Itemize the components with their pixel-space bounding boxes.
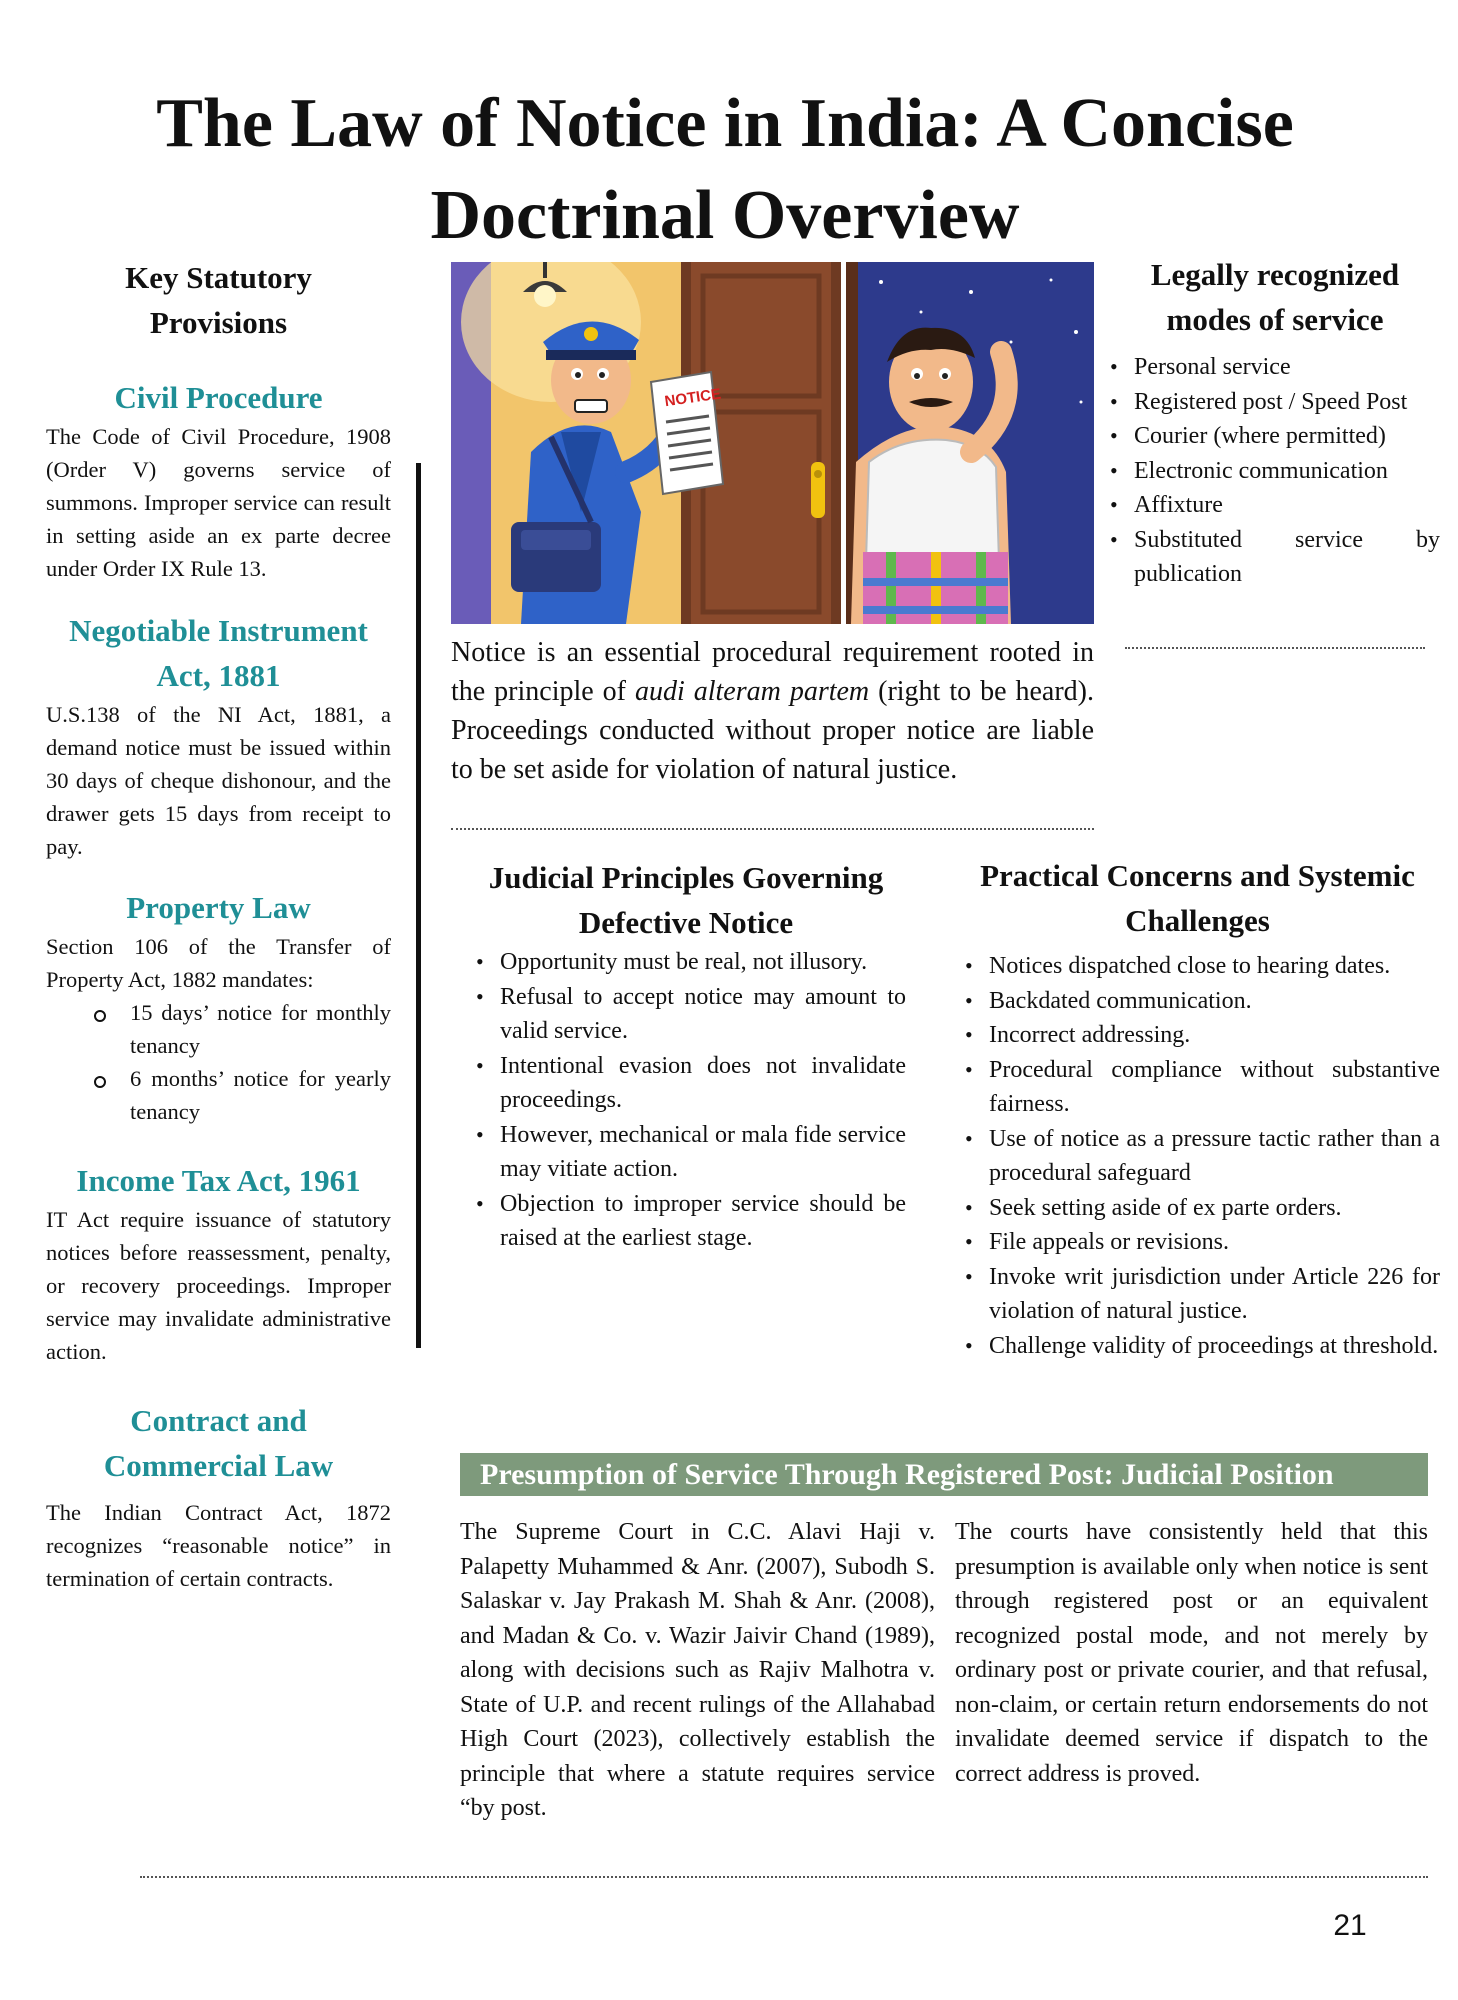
list-item: • Intentional evasion does not invalidate proceedings. bbox=[476, 1049, 906, 1118]
modes-of-service-list bbox=[1110, 350, 1440, 592]
ni-act-heading: Negotiable Instrument Act, 1881 bbox=[69, 613, 368, 693]
property-law-heading: Property Law bbox=[126, 890, 311, 925]
list-item: • Invoke writ jurisdiction under Article 226 for violation of natural justice. bbox=[965, 1260, 1440, 1329]
list-item: • Backdated communication. bbox=[965, 984, 1440, 1019]
presumption-column-2: The courts have consistently held that this presumption is available only when notice is sent through registered post or an equivalent recognized postal mode, and not merely by ordinary post or private courier, and that refusal, non-claim, or certain return endorsements do not invalidate deemed service if dispatch to the correct address is proved. bbox=[955, 1519, 1428, 1787]
list-item: • Notices dispatched close to hearing dates. bbox=[965, 949, 1440, 984]
notice-label: NOTICE bbox=[663, 385, 723, 411]
illustration-svg bbox=[451, 262, 1094, 624]
property-law-section bbox=[46, 885, 391, 1128]
intro-paragraph bbox=[451, 633, 1094, 789]
vertical-divider bbox=[416, 463, 421, 1348]
civil-procedure-heading: Civil Procedure bbox=[114, 380, 323, 415]
list-item: 15 days’ notice for monthly tenancy bbox=[88, 996, 391, 1062]
presumption-banner-text: Presumption of Service Through Registered Post: Judicial Position bbox=[480, 1458, 1334, 1491]
list-item: • Objection to improper service should be raised at the earliest stage. bbox=[476, 1187, 906, 1256]
income-tax-text: IT Act require issuance of statutory notices before reassessment, penalty, or recovery proceedings. Improper service may invalidate administrative action. bbox=[46, 1207, 391, 1364]
postman-notice-illustration bbox=[451, 262, 1094, 624]
civil-procedure-section bbox=[46, 375, 391, 585]
list-item: • Use of notice as a pressure tactic rather than a procedural safeguard bbox=[965, 1122, 1440, 1191]
intro-text-end: (right to be heard). Proceedings conducted without proper notice are liable to be set aside for violation of natural justice. bbox=[451, 676, 1094, 785]
list-item: • However, mechanical or mala fide service may vitiate action. bbox=[476, 1118, 906, 1187]
income-tax-section bbox=[46, 1158, 391, 1368]
contract-law-heading: Contract and Commercial Law bbox=[103, 1403, 334, 1483]
list-item: • Challenge validity of proceedings at threshold. bbox=[965, 1329, 1440, 1364]
modes-of-service-section bbox=[1110, 252, 1440, 592]
judicial-principles-section bbox=[466, 855, 906, 1256]
intro-divider bbox=[451, 828, 1094, 830]
modes-of-service-heading: Legally recognized modes of service bbox=[1150, 257, 1400, 337]
presumption-column-1: The Supreme Court in C.C. Alavi Haji v. Palapetty Muhammed & Anr. (2007), Subodh S. Salaskar v. Jay Prakash M. Shah & Anr. (2008), and Madan & Co. v. Wazir Jaivir Chand (1989), along with decisions such as Rajiv Malhotra v. State of U.P. and recent rulings of the Allahabad High Court (2023), collectively establish the principle that where a statute requires service “by post. bbox=[460, 1519, 935, 1821]
list-item: • Seek setting aside of ex parte orders. bbox=[965, 1191, 1440, 1226]
civil-procedure-text: The Code of Civil Procedure, 1908 (Order V) governs service of summons. Improper service can result in setting aside an ex parte decree under Order IX Rule 13. bbox=[46, 424, 391, 581]
notice-paper bbox=[651, 372, 723, 494]
modes-divider bbox=[1125, 647, 1425, 649]
page-number: 21 bbox=[1333, 1909, 1367, 1942]
list-item: • Registered post / Speed Post bbox=[1110, 385, 1440, 420]
list-item: 6 months’ notice for yearly tenancy bbox=[88, 1062, 391, 1128]
list-item: • Personal service bbox=[1110, 350, 1440, 385]
list-item: • Courier (where permitted) bbox=[1110, 419, 1440, 454]
left-column bbox=[46, 255, 391, 1595]
practical-concerns-section bbox=[955, 853, 1440, 1363]
intro-text-start: Notice is an essential procedural requirement rooted in the principle of bbox=[451, 637, 1094, 707]
income-tax-heading: Income Tax Act, 1961 bbox=[76, 1163, 361, 1198]
judicial-principles-heading: Judicial Principles Governing Defective Notice bbox=[488, 860, 884, 940]
list-item: • Opportunity must be real, not illusory. bbox=[476, 945, 906, 980]
list-item: • Refusal to accept notice may amount to valid service. bbox=[476, 980, 906, 1049]
contract-law-section bbox=[46, 1398, 391, 1595]
page-title: The Law of Notice in India: A Concise Doctrinal Overview bbox=[156, 85, 1294, 254]
list-item: • File appeals or revisions. bbox=[965, 1225, 1440, 1260]
property-law-text: Section 106 of the Transfer of Property Act, 1882 mandates: bbox=[46, 934, 391, 992]
list-item: • Substituted service by publication bbox=[1110, 523, 1440, 592]
bottom-divider bbox=[140, 1876, 1428, 1878]
list-item: • Procedural compliance without substantive fairness. bbox=[965, 1053, 1440, 1122]
intro-latin-maxim: audi alteram partem bbox=[634, 676, 870, 707]
ni-act-text: U.S.138 of the NI Act, 1881, a demand notice must be issued within 30 days of cheque dishonour, and the drawer gets 15 days from receipt to pay. bbox=[46, 702, 391, 859]
ni-act-section bbox=[46, 608, 391, 863]
tenancy-notice-list bbox=[46, 996, 391, 1128]
presumption-banner bbox=[460, 1453, 1428, 1496]
list-item: • Incorrect addressing. bbox=[965, 1018, 1440, 1053]
contract-law-text: The Indian Contract Act, 1872 recognizes “reasonable notice” in termination of certain contracts. bbox=[46, 1500, 391, 1591]
list-item: • Affixture bbox=[1110, 488, 1440, 523]
judicial-principles-list bbox=[476, 945, 906, 1256]
list-item: • Electronic communication bbox=[1110, 454, 1440, 489]
practical-concerns-heading: Practical Concerns and Systemic Challenges bbox=[980, 858, 1415, 938]
key-provisions-heading: Key Statutory Provisions bbox=[125, 260, 312, 340]
practical-concerns-list bbox=[965, 949, 1440, 1363]
